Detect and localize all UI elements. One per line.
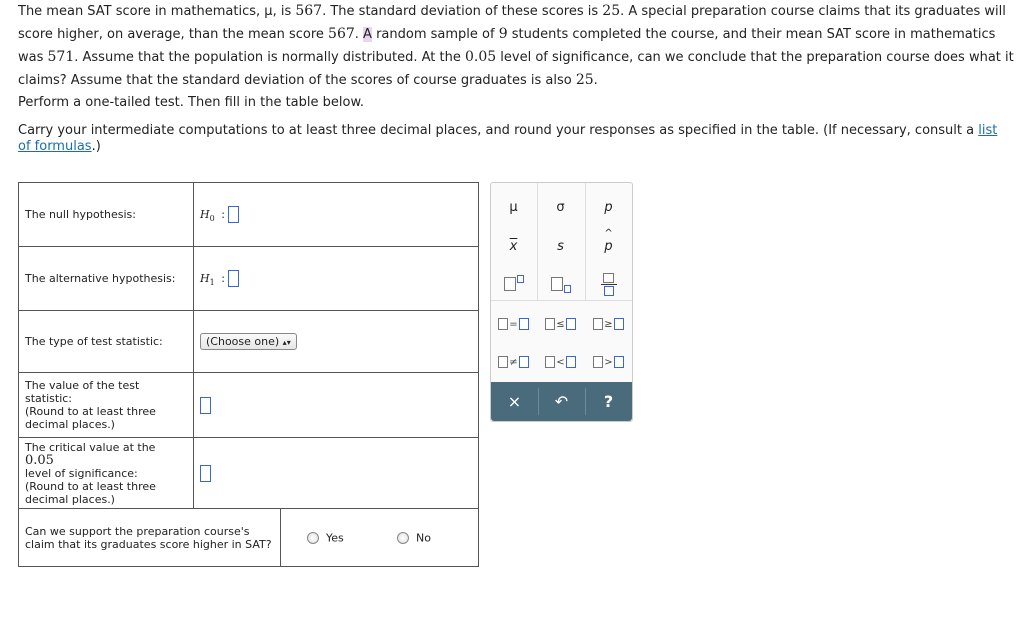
close-icon: × (507, 392, 522, 411)
support-claim-label: Can we support the preparation course's claim that its graduates score higher in SAT? (19, 509, 281, 566)
subscript-button[interactable] (538, 265, 583, 303)
test-value-label: The value of the test statistic: (Round to at least three decimal places.) (19, 373, 194, 438)
instruction-rounding: Carry your intermediate computations to at least three decimal places, and round your responses as specified in the table. (If necessary, consult a list of formulas.) (18, 123, 998, 154)
test-type-label: The type of test statistic: (19, 311, 194, 373)
critical-value-label: The critical value at the 0.05 level of significance: (Round to at least three decimal places.) (19, 438, 194, 509)
test-type-cell (194, 311, 479, 373)
xbar-button[interactable]: $\overline{x}$ (509, 238, 518, 254)
no-option[interactable]: No (397, 531, 431, 545)
critical-value-input[interactable] (200, 465, 211, 482)
null-hypothesis-label: The null hypothesis: (19, 183, 194, 247)
text-cursor-highlight: A (363, 27, 372, 42)
help-icon: ? (603, 392, 614, 411)
undo-button[interactable] (538, 382, 585, 421)
greater-equal-button[interactable]: ≥ (586, 305, 631, 343)
not-equal-button[interactable]: ≠ (491, 343, 536, 381)
yes-option[interactable]: Yes (281, 531, 397, 545)
equals-button[interactable]: = (491, 305, 536, 343)
critical-value-cell (194, 438, 479, 509)
no-radio[interactable] (397, 532, 409, 544)
yes-radio[interactable] (307, 532, 319, 544)
alt-hypothesis-input[interactable] (228, 270, 239, 287)
fraction-button[interactable] (586, 265, 631, 303)
help-button[interactable] (585, 382, 632, 421)
s-button[interactable]: s (557, 238, 564, 254)
p-button[interactable]: p (604, 199, 613, 215)
superscript-button[interactable] (491, 265, 536, 303)
phat-button[interactable]: ^ p (604, 227, 613, 254)
palette-action-bar (491, 382, 632, 421)
less-equal-button[interactable]: ≤ (538, 305, 583, 343)
sigma-button[interactable]: σ (556, 199, 565, 215)
symbol-palette (490, 182, 633, 422)
alt-hypothesis-label: The alternative hypothesis: (19, 247, 194, 311)
less-than-button[interactable]: < (538, 343, 583, 381)
answer-table (18, 182, 479, 567)
problem-statement: The mean SAT score in mathematics, μ, is 567. The standard deviation of these scores is 25. A special preparation course claims that its graduates will score higher, on average, than the mean score 567. A random sample of 9 students completed the course, and their mean SAT score in mathematics was 571. Assume that the population is normally distributed. At the 0.05 level of significance, can we conclude that the preparation course does what it claims? Assume that the standard deviation of the scores of course graduates is also 25. (18, 3, 1014, 88)
mu-button[interactable]: μ (509, 199, 518, 215)
clear-button[interactable] (491, 382, 538, 421)
null-hypothesis-cell: $H_0$ : (194, 183, 479, 247)
test-value-cell (194, 373, 479, 438)
test-value-input[interactable] (200, 397, 211, 414)
instruction-one-tailed: Perform a one-tailed test. Then fill in the table below. (18, 95, 365, 110)
undo-icon: ↶ (554, 392, 569, 411)
greater-than-button[interactable]: > (586, 343, 631, 381)
alt-hypothesis-cell: $H_1$ : (194, 247, 479, 311)
null-hypothesis-input[interactable] (228, 206, 239, 223)
test-type-select[interactable]: (Choose one) ▴▾ (200, 333, 297, 350)
formulas-link[interactable]: list of formulas (18, 123, 998, 154)
